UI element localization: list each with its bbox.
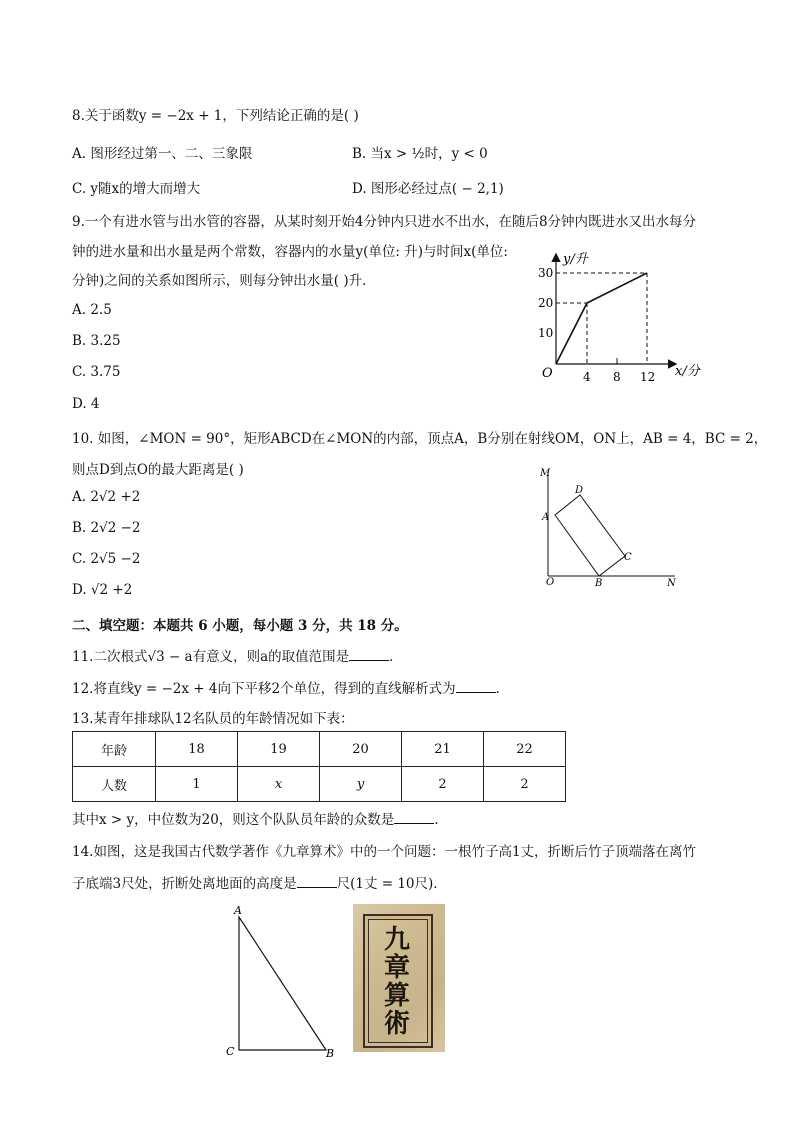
q9-stem-line3: 分钟)之间的关系如图所示，则每分钟出水量( )升． <box>72 273 376 289</box>
q9-x-tick-12: 12 <box>640 370 656 384</box>
q12 <box>72 677 509 697</box>
q13-answer-blank[interactable] <box>394 811 434 824</box>
table-cell: 2 <box>402 767 484 802</box>
q10-label-b: B <box>595 578 603 589</box>
table-cell: 22 <box>484 732 566 767</box>
q11-answer-blank[interactable] <box>349 648 389 661</box>
q10-label-c: C <box>624 552 632 563</box>
table-row <box>73 767 566 802</box>
q10-label-a: A <box>542 512 550 523</box>
table-row <box>73 732 566 767</box>
q14-label-a: A <box>234 904 242 917</box>
q9-water-line <box>556 273 647 364</box>
table-cell: 2 <box>484 767 566 802</box>
q14-triangle <box>239 917 326 1050</box>
q8-option-a: A. 图形经过第一、二、三象限 <box>72 146 253 162</box>
q10-label-m: M <box>540 468 551 479</box>
q14-triangle-figure <box>222 900 342 1062</box>
q14-answer-blank[interactable] <box>297 875 337 888</box>
table-cell: 20 <box>320 732 402 767</box>
q14-line2-text: 子底端3尺处，折断处离地面的高度是 <box>72 876 297 892</box>
q11 <box>72 645 403 665</box>
book-title-char: 九 <box>383 925 410 955</box>
q14-label-c: C <box>226 1045 235 1058</box>
q9-stem-line2: 钟的进水量和出水量是两个常数，容器内的水量y(单位: 升)与时间x(单位: <box>72 244 508 260</box>
q13-after-text: 其中x > y，中位数为20，则这个队队员年龄的众数是 <box>72 812 395 828</box>
q14-line1: 14.如图，这是我国古代数学著作《九章算术》中的一个问题：一根竹子高1丈，折断后竹子顶端落在离竹 <box>72 844 697 860</box>
q13-stem: 13.某青年排球队12名队员的年龄情况如下表： <box>72 711 354 727</box>
q9-option-c: C. 3.75 <box>72 364 121 380</box>
table-cell: 19 <box>238 732 320 767</box>
q9-stem-line1: 9.一个有进水管与出水管的容器，从某时刻开始4分钟内只进水不出水，在随后8分钟内既进水又出水每分 <box>72 214 697 230</box>
q10-option-c: C. 2√5 −2 <box>72 551 141 567</box>
table-cell: 年龄 <box>73 732 156 767</box>
q9-x-tick-8: 8 <box>613 370 621 384</box>
q10-stem-line2: 则点D到点O的最大距离是( ) <box>72 462 244 478</box>
q9-y-label: y/升 <box>563 252 588 267</box>
q10-stem-line1: 10. 如图，∠MON = 90°，矩形ABCD在∠MON的内部，顶点A，B分别在射线OM，ON上，AB = 4，BC = 2， <box>72 431 768 447</box>
q9-origin-label: O <box>542 366 553 381</box>
table-cell: 人数 <box>73 767 156 802</box>
q10-label-o: O <box>546 577 555 588</box>
table-cell: x <box>238 767 320 802</box>
q10-option-d: D. √2 +2 <box>72 582 133 598</box>
q13-age-table <box>72 731 566 802</box>
q9-option-b: B. 3.25 <box>72 333 121 349</box>
q11-end: ． <box>389 649 403 665</box>
q8-option-c: C. y随x的增大而增大 <box>72 181 201 197</box>
q9-x-tick-4: 4 <box>583 370 591 384</box>
table-cell: 1 <box>156 767 238 802</box>
book-title-char: 章 <box>383 953 410 983</box>
q9-y-tick-10: 10 <box>538 326 554 340</box>
q13-after-end: ． <box>434 812 448 828</box>
q13-after <box>72 808 448 828</box>
q10-figure <box>530 462 690 592</box>
book-title-char: 算 <box>383 981 410 1011</box>
q10-rectangle-abcd <box>555 495 625 576</box>
table-cell: 18 <box>156 732 238 767</box>
q11-text: 11.二次根式√3 − a有意义，则a的取值范围是 <box>72 649 350 665</box>
q8-option-d: D. 图形必经过点( − 2,1) <box>352 181 504 197</box>
q9-y-tick-20: 20 <box>538 296 554 310</box>
q9-graph <box>530 245 720 385</box>
q10-label-n: N <box>667 578 676 589</box>
q10-option-b: B. 2√2 −2 <box>72 520 141 536</box>
q9-option-d: D. 4 <box>72 396 100 412</box>
table-cell: 21 <box>402 732 484 767</box>
q14-line2-end: 尺(1丈 = 10尺)． <box>336 876 447 892</box>
q10-label-d: D <box>575 485 584 496</box>
book-title-char: 術 <box>383 1009 410 1039</box>
q9-option-a: A. 2.5 <box>72 302 112 318</box>
q14-label-b: B <box>326 1047 335 1060</box>
q8-option-b: B. 当x > ½时，y < 0 <box>352 146 488 162</box>
q10-option-a: A. 2√2 +2 <box>72 489 141 505</box>
q8-stem: 8.关于函数y = −2x + 1，下列结论正确的是( ) <box>72 108 359 124</box>
table-cell: y <box>320 767 402 802</box>
q12-end: ． <box>495 681 510 697</box>
book-title <box>377 926 417 1038</box>
jiuzhang-book-cover-image <box>353 904 445 1052</box>
q9-y-tick-30: 30 <box>538 266 554 280</box>
q12-text: 12.将直线y = −2x + 4向下平移2个单位，得到的直线解析式为 <box>72 681 456 697</box>
q12-answer-blank[interactable] <box>456 680 496 693</box>
section-2-heading: 二、填空题：本题共 6 小题，每小题 3 分，共 18 分。 <box>72 618 408 634</box>
q9-x-label: x/分 <box>675 364 700 379</box>
q14-line2 <box>72 872 447 892</box>
